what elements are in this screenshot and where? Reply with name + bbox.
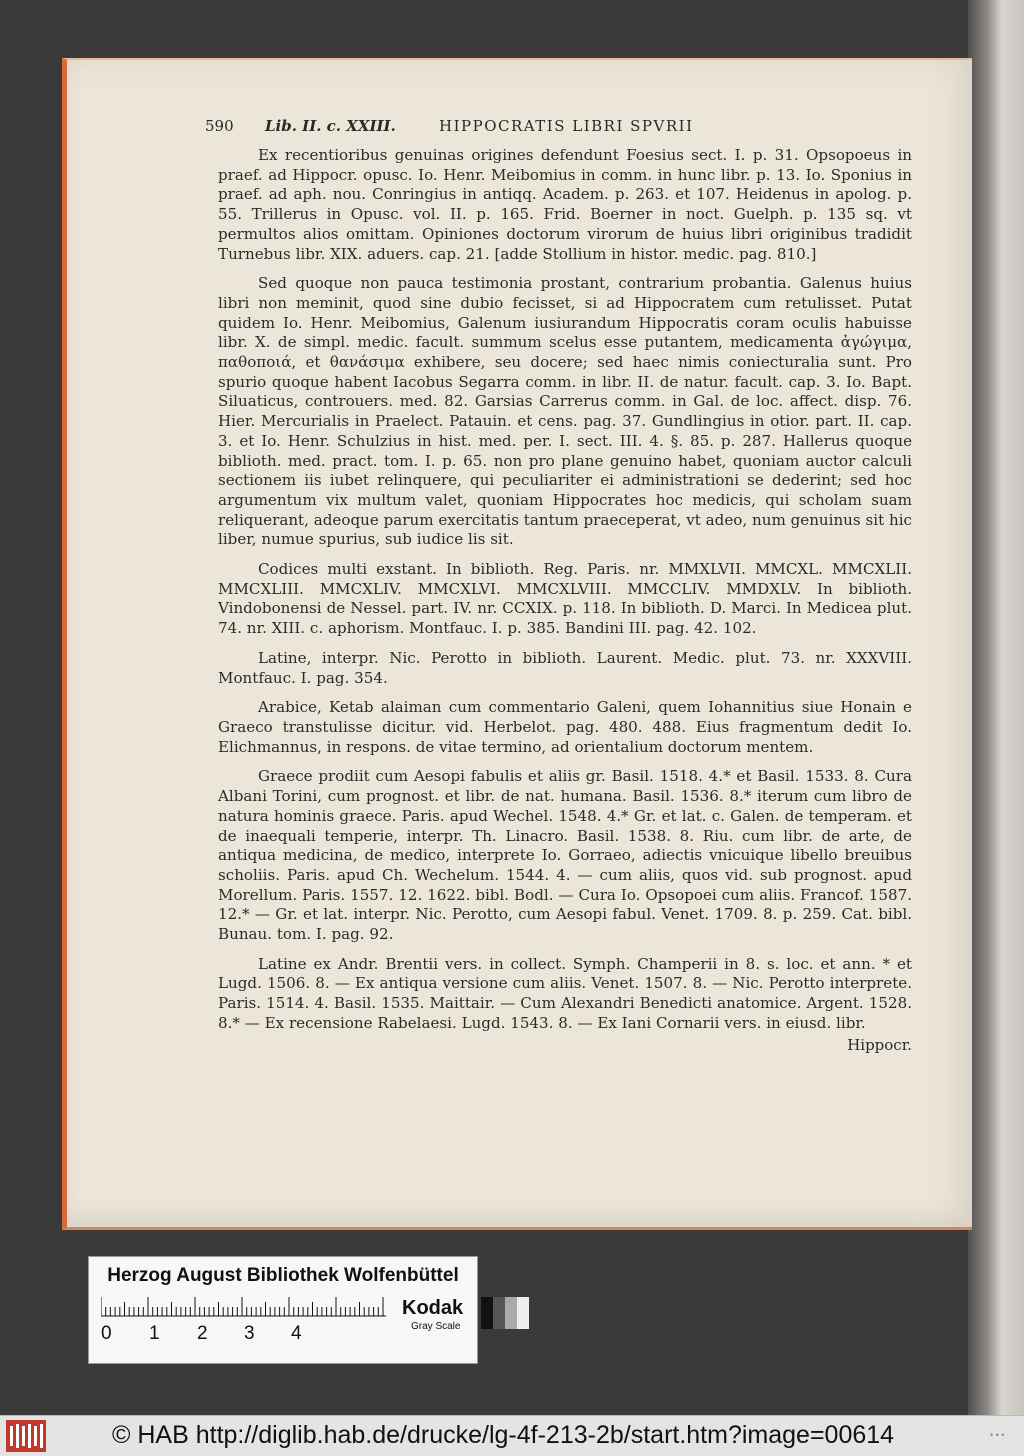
chapter-reference: Lib. II. c. XXIII.	[265, 117, 396, 135]
gray-scale-swatches	[481, 1297, 529, 1329]
page-number: 590	[205, 117, 234, 135]
paragraph: Sed quoque non pauca testimonia prostant, contrarium probantia. Galenus huius libri non meminit, quod sine dubio fecisset, si ad Hippocratem cum retulisset. Putat quidem Io. Henr. Meibomius, Galenum iusiurandum Hippocratis coram oculis habuisse libr. X. de simpl. medic. facult. summum scelus esse putantem, medicamenta ἀγώγιμα, παθοποιά, et θανάσιμα exhibere, seu docere; sed haec nimis coniecturalia sunt. Pro spurio quoque habent Iacobus Segarra comm. in libr. II. de natur. facult. cap. 3. Io. Bapt. Siluaticus, controuers. med. 82. Garsias Carrerus comm. in Gal. de loc. affect. disp. 76. Hier. Mercurialis in Praelect. Patauin. et cens. pag. 37. Gundlingius in otior. part. II. cap. 3. et Io. Henr. Schulzius in hist. med. per. I. sect. III. 4. §. 85. p. 287. Hallerus quoque biblioth. med. pract. tom. I. p. 65. non pro plane genuino habet, quoniam auctor calculi sectionem iis iubet relinquere, qui peculiariter ei administrationi se dederint; sed hoc argumentum vix multum valet, quoniam Hippocrates hoc medicis, qui scholam suam reliquerant, adeoque parum exercitatis tantum praeceperat, vt adeo, num genuinus sit hic liber, numue spurius, sub iudice lis sit.	[218, 274, 912, 549]
library-name: Herzog August Bibliothek Wolfenbüttel	[107, 1265, 459, 1286]
catchword: Hippocr.	[847, 1035, 912, 1054]
paragraph: Graece prodiit cum Aesopi fabulis et aliis gr. Basil. 1518. 4.* et Basil. 1533. 8. Cura Albani Torini, cum prognost. et libr. de nat. humana. Basil. 1536. 8.* iterum cum libro de natura hominis graece. Paris. apud Wechel. 1548. 4.* Gr. et lat. c. Galen. de temperam. et de inaequali temperie, interpr. Th. Linacro. Basil. 1538. 8. Riu. cum libr. de arte, de antiqua medicina, de medico, interprete Io. Gorraeo, adiectis vnicuique libello breuibus scholiis. Paris. apud Ch. Wechelum. 1544. 4. — cum aliis, quos vid. sub prognost. apud Morellum. Paris. 1557. 12. 1622. bibl. Bodl. — Cura Io. Opsopoei cum aliis. Francof. 1587. 12.* — Gr. et lat. interpr. Nic. Perotto, cum Aesopi fabul. Venet. 1709. 8. p. 259. Cat. bibl. Bunau. tom. I. pag. 92.	[218, 767, 912, 944]
ruler-numbers	[101, 1323, 401, 1347]
running-header	[205, 117, 905, 141]
hab-logo-icon	[6, 1420, 46, 1452]
library-plate	[88, 1256, 478, 1364]
body-text	[218, 146, 912, 1055]
ruler-number: 3	[244, 1323, 255, 1344]
kodak-subtitle: Gray Scale	[411, 1321, 461, 1332]
kodak-logo: Kodak	[402, 1297, 464, 1319]
ruler-number: 2	[197, 1323, 208, 1344]
scale-ruler	[101, 1297, 386, 1317]
paragraph: Latine, interpr. Nic. Perotto in biblioth. Laurent. Medic. plut. 73. nr. XXXVIII. Montfauc. I. pag. 354.	[218, 648, 912, 687]
paragraph: Latine ex Andr. Brentii vers. in collect. Symph. Champerii in 8. s. loc. et ann. * et Lugd. 1506. 8. — Ex antiqua versione cum aliis. Venet. 1507. 8. — Nic. Perotto interprete. Paris. 1514. 4. Basil. 1535. Maittair. — Cum Alexandri Benedicti anatomice. Argent. 1528. 8.* — Ex recensione Rabelaesi. Lugd. 1543. 8. — Ex Iani Cornarii vers. in eiusd. libr.	[218, 954, 912, 1032]
paragraph: Ex recentioribus genuinas origines defendunt Foesius sect. I. p. 31. Opsopoeus in praef. ad Hippocr. opusc. Io. Henr. Meibomius in comm. in hunc libr. p. 13. Io. Sponius in praef. ad aph. nou. Conringius in antiqq. Academ. p. 263. et 107. Heidenus in apolog. p. 55. Trillerus in Opusc. vol. II. p. 165. Frid. Boerner in noct. Guelph. p. 135 sq. vt permultos alios omittam. Opiniones doctorum virorum de huius libri originibus tradidit Turnebus libr. XIX. aduers. cap. 21. [adde Stollium in histor. medic. pag. 810.]	[218, 146, 912, 263]
footer-bar	[0, 1415, 1024, 1456]
ruler-number: 0	[101, 1323, 112, 1344]
running-title: HIPPOCRATIS LIBRI SPVRII	[439, 117, 694, 135]
paragraph: Codices multi exstant. In biblioth. Reg. Paris. nr. MMXLVII. MMCXL. MMCXLII. MMCXLIII. MMCXLIV. MMCXLVI. MMCXLVIII. MMCCLIV. MMDXLV. In biblioth. Vindobonensi de Nessel. part. IV. nr. CCXIX. p. 118. In biblioth. D. Marci. In Medicea plut. 74. nr. XIII. c. aphorism. Montfauc. I. p. 385. Bandini III. pag. 42. 102.	[218, 560, 912, 638]
paragraph: Arabice, Ketab alaiman cum commentario Galeni, quem Iohannitius siue Honain e Graeco transtulisse dicitur. vid. Herbelot. pag. 480. 488. Eius fragmentum dedit Io. Elichmannus, in respons. de vitae termino, ad orientalium doctorum mentem.	[218, 698, 912, 756]
right-page-edge	[968, 0, 1024, 1415]
footer-url-text: © HAB http://diglib.hab.de/drucke/lg-4f-213-2b/start.htm?image=00614	[112, 1421, 895, 1449]
footer-dots: • • •	[990, 1430, 1005, 1440]
ruler-number: 4	[291, 1323, 302, 1344]
ruler-number: 1	[149, 1323, 160, 1344]
